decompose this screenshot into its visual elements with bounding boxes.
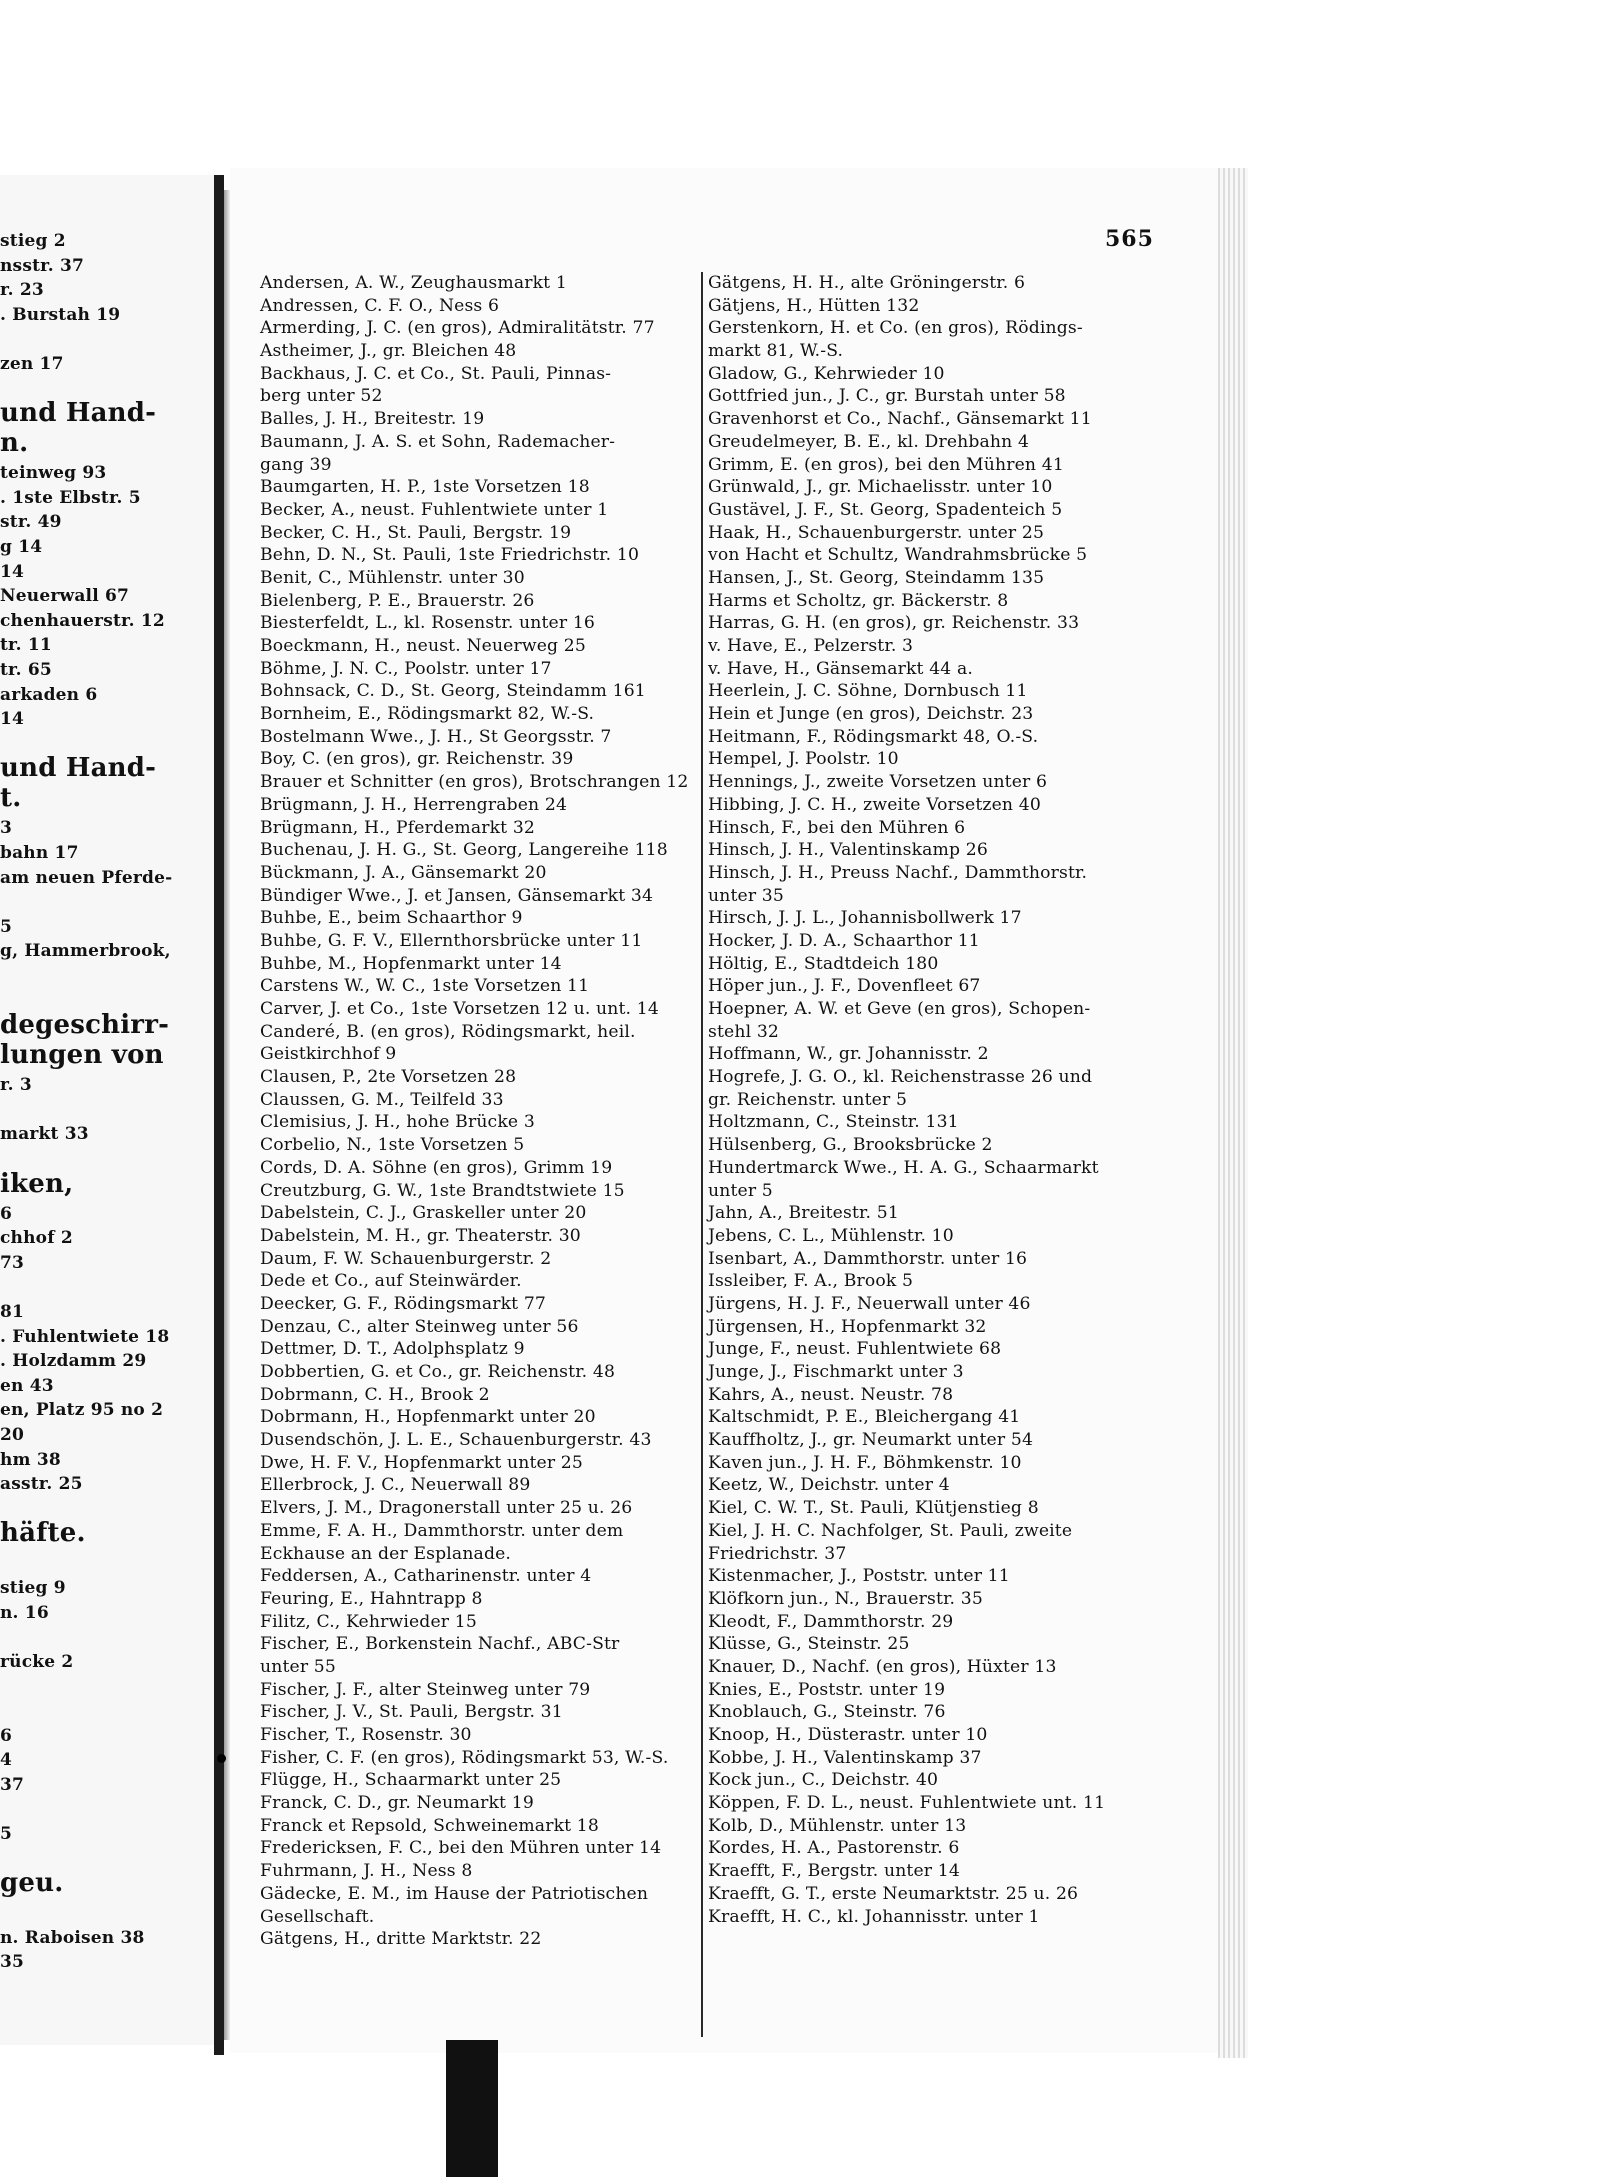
left-page-heading: t. (0, 783, 22, 814)
directory-entry: Brügmann, J. H., Herrengraben 24 (260, 794, 568, 815)
left-page-line: teinweg 93 (0, 463, 107, 484)
left-page-line: str. 49 (0, 512, 62, 533)
directory-entry: Kahrs, A., neust. Neustr. 78 (708, 1384, 954, 1405)
directory-entry: Boeckmann, H., neust. Neuerweg 25 (260, 636, 586, 656)
left-page-line: hm 38 (0, 1449, 61, 1470)
directory-entry: Andersen, A. W., Zeughausmarkt 1 (260, 273, 567, 293)
left-page-heading: lungen von (0, 1040, 164, 1071)
directory-entry: Dobrmann, H., Hopfenmarkt unter 20 (260, 1407, 596, 1428)
left-page-line: . Burstah 19 (0, 304, 121, 325)
left-page-line: 35 (0, 1952, 25, 1973)
directory-entry: Knoblauch, G., Steinstr. 76 (708, 1702, 946, 1723)
left-page-line: g, Hammerbrook, (0, 941, 171, 962)
left-page-line: tr. 65 (0, 660, 52, 680)
left-page-line: . Holzdamm 29 (0, 1351, 147, 1372)
directory-entry: Dettmer, D. T., Adolphsplatz 9 (260, 1339, 525, 1360)
left-page-line: Neuerwall 67 (0, 586, 130, 607)
directory-entry: Kaven jun., J. H. F., Böhmkenstr. 10 (708, 1452, 1022, 1473)
directory-entry: Benit, C., Mühlenstr. unter 30 (260, 567, 525, 588)
left-page-line: rücke 2 (0, 1651, 74, 1672)
directory-entry: Hocker, J. D. A., Schaarthor 11 (708, 930, 980, 951)
left-page-line: bahn 17 (0, 843, 79, 863)
directory-column-right (708, 272, 1150, 1928)
directory-entry: Knauer, D., Nachf. (en gros), Hüxter 13 (708, 1656, 1057, 1677)
directory-entry: Köppen, F. D. L., neust. Fuhlentwiete unt. 11 (708, 1793, 1106, 1814)
left-page-line: chenhauerstr. 12 (0, 610, 165, 631)
directory-entry: Becker, A., neust. Fuhlentwiete unter 1 (260, 499, 609, 520)
left-page-line: 20 (0, 1425, 25, 1445)
directory-entry: Höltig, E., Stadtdeich 180 (708, 953, 939, 974)
left-page-heading: degeschirr- (0, 1010, 170, 1041)
directory-entry: Fisher, C. F. (en gros), Rödingsmarkt 53, W.-S. (260, 1747, 669, 1768)
directory-entry: Emme, F. A. H., Dammthorstr. unter dem (260, 1520, 624, 1541)
left-page-line: 6 (0, 1725, 13, 1746)
directory-entry: Hibbing, J. C. H., zweite Vorsetzen 40 (708, 794, 1041, 815)
directory-entry: Höper jun., J. F., Dovenfleet 67 (708, 976, 981, 997)
directory-entry: Jürgens, H. J. F., Neuerwall unter 46 (708, 1293, 1031, 1314)
left-page-heading: und Hand- (0, 398, 157, 429)
directory-entry: Hoffmann, W., gr. Johannisstr. 2 (708, 1044, 989, 1065)
directory-entry: Daum, F. W. Schauenburgerstr. 2 (260, 1248, 552, 1269)
directory-entry: Fredericksen, F. C., bei den Mühren unter 14 (260, 1838, 662, 1859)
directory-entry: Jürgensen, H., Hopfenmarkt 32 (708, 1316, 987, 1337)
directory-entry: Grünwald, J., gr. Michaelisstr. unter 10 (708, 477, 1053, 498)
directory-entry: Fischer, E., Borkenstein Nachf., ABC-Str (260, 1634, 620, 1655)
directory-entry: Astheimer, J., gr. Bleichen 48 (260, 341, 517, 362)
directory-entry: Corbelio, N., 1ste Vorsetzen 5 (260, 1135, 525, 1156)
directory-entry: Jebens, C. L., Mühlenstr. 10 (708, 1225, 954, 1246)
directory-entry: Gesellschaft. (260, 1906, 375, 1927)
directory-entry: Andressen, C. F. O., Ness 6 (260, 295, 500, 316)
directory-entry: Kordes, H. A., Pastorenstr. 6 (708, 1838, 960, 1859)
directory-entry: Baumgarten, H. P., 1ste Vorsetzen 18 (260, 477, 590, 498)
directory-entry: v. Have, H., Gänsemarkt 44 a. (708, 658, 973, 679)
directory-entry: Dwe, H. F. V., Hopfenmarkt unter 25 (260, 1452, 583, 1473)
left-page-line: chhof 2 (0, 1228, 73, 1249)
directory-entry: Hinsch, F., bei den Mühren 6 (708, 817, 966, 838)
left-page-line: nsstr. 37 (0, 255, 85, 276)
left-page-fragment (0, 175, 222, 2045)
directory-entry: Buhbe, G. F. V., Ellernthorsbrücke unter 11 (260, 930, 643, 951)
directory-entry: Hennings, J., zweite Vorsetzen unter 6 (708, 772, 1048, 793)
directory-entry: Gladow, G., Kehrwieder 10 (708, 363, 945, 384)
directory-entry: Harras, G. H. (en gros), gr. Reichenstr. 33 (708, 613, 1080, 634)
left-page-line: g 14 (0, 537, 43, 557)
directory-entry: Backhaus, J. C. et Co., St. Pauli, Pinnas- (260, 363, 612, 384)
left-page-heading: n. (0, 428, 29, 459)
directory-entry: Flügge, H., Schaarmarkt unter 25 (260, 1770, 562, 1791)
directory-entry: Fischer, T., Rosenstr. 30 (260, 1725, 472, 1745)
directory-entry: Fuhrmann, J. H., Ness 8 (260, 1861, 473, 1882)
directory-entry: Armerding, J. C. (en gros), Admiralitätstr. 77 (260, 318, 655, 339)
directory-entry: Kolb, D., Mühlenstr. unter 13 (708, 1815, 967, 1836)
directory-entry: Bückmann, J. A., Gänsemarkt 20 (260, 862, 547, 883)
directory-entry: Behn, D. N., St. Pauli, 1ste Friedrichstr. 10 (260, 545, 640, 566)
directory-entry: Claussen, G. M., Teilfeld 33 (260, 1089, 504, 1110)
directory-entry: Elvers, J. M., Dragonerstall unter 25 u. 26 (260, 1498, 633, 1519)
directory-entry: Hirsch, J. J. L., Johannisbollwerk 17 (708, 908, 1022, 929)
left-page-line: stieg 2 (0, 231, 66, 251)
directory-entry: Dusendschön, J. L. E., Schauenburgerstr. 43 (260, 1430, 652, 1451)
left-page-line: stieg 9 (0, 1578, 66, 1598)
directory-entry: Jahn, A., Breitestr. 51 (708, 1203, 899, 1224)
directory-entry: Hein et Junge (en gros), Deichstr. 23 (708, 704, 1034, 725)
directory-entry: Bündiger Wwe., J. et Jansen, Gänsemarkt 34 (260, 885, 654, 906)
directory-entry: unter 35 (708, 885, 784, 906)
left-page-line: am neuen Pferde- (0, 867, 173, 888)
directory-entry: Knoop, H., Düsterastr. unter 10 (708, 1725, 988, 1745)
directory-entry: Denzau, C., alter Steinweg unter 56 (260, 1316, 579, 1337)
directory-entry: Kistenmacher, J., Poststr. unter 11 (708, 1566, 1010, 1587)
directory-entry: Kraefft, F., Bergstr. unter 14 (708, 1861, 960, 1882)
directory-entry: Gätgens, H. H., alte Gröningerstr. 6 (708, 273, 1026, 293)
directory-entry: Carver, J. et Co., 1ste Vorsetzen 12 u. unt. 14 (260, 999, 659, 1019)
directory-entry: Heerlein, J. C. Söhne, Dornbusch 11 (708, 681, 1028, 702)
directory-entry: Feddersen, A., Catharinenstr. unter 4 (260, 1566, 592, 1587)
directory-entry: Kleodt, F., Dammthorstr. 29 (708, 1611, 954, 1632)
page-edge (1218, 168, 1248, 2058)
directory-entry: Franck, C. D., gr. Neumarkt 19 (260, 1793, 534, 1814)
left-page-line: 81 (0, 1302, 25, 1322)
left-page-line: r. 23 (0, 280, 44, 301)
left-page-line: 14 (0, 709, 25, 730)
directory-entry: Geistkirchhof 9 (260, 1044, 397, 1065)
left-page-line: 73 (0, 1252, 25, 1273)
directory-entry: Kraefft, H. C., kl. Johannisstr. unter 1 (708, 1906, 1040, 1927)
left-page-line: . Fuhlentwiete 18 (0, 1326, 170, 1347)
directory-entry: Grimm, E. (en gros), bei den Mühren 41 (708, 454, 1064, 475)
directory-entry: Hansen, J., St. Georg, Steindamm 135 (708, 567, 1045, 588)
directory-entry: Carstens W., W. C., 1ste Vorsetzen 11 (260, 976, 590, 997)
directory-entry: Böhme, J. N. C., Poolstr. unter 17 (260, 658, 552, 679)
directory-entry: Fischer, J. F., alter Steinweg unter 79 (260, 1679, 591, 1700)
directory-entry: gr. Reichenstr. unter 5 (708, 1089, 908, 1110)
column-divider (701, 272, 703, 2037)
directory-entry: Becker, C. H., St. Pauli, Bergstr. 19 (260, 522, 572, 543)
directory-entry: Biesterfeldt, L., kl. Rosenstr. unter 16 (260, 613, 596, 634)
directory-entry: Keetz, W., Deichstr. unter 4 (708, 1475, 950, 1496)
directory-entry: Canderé, B. (en gros), Rödingsmarkt, heil. (260, 1021, 636, 1042)
left-page-line: en 43 (0, 1375, 54, 1396)
directory-entry: Gottfried jun., J. C., gr. Burstah unter 58 (708, 386, 1066, 407)
directory-entry: Filitz, C., Kehrwieder 15 (260, 1611, 477, 1632)
directory-entry: von Hacht et Schultz, Wandrahmsbrücke 5 (708, 545, 1088, 566)
directory-entry: Gustävel, J. F., St. Georg, Spadenteich 5 (708, 499, 1063, 520)
page-number: 565 (1105, 226, 1154, 252)
directory-entry: Kaltschmidt, P. E., Bleichergang 41 (708, 1407, 1021, 1428)
left-page-line: 5 (0, 1824, 13, 1844)
directory-entry: Greudelmeyer, B. E., kl. Drehbahn 4 (708, 431, 1030, 452)
directory-entry: v. Have, E., Pelzerstr. 3 (708, 636, 914, 656)
directory-entry: Isenbart, A., Dammthorstr. unter 16 (708, 1248, 1028, 1269)
directory-entry: Hinsch, J. H., Preuss Nachf., Dammthorstr. (708, 862, 1088, 883)
left-page-line: 5 (0, 916, 13, 937)
left-page-heading: geu. (0, 1868, 64, 1899)
directory-entry: gang 39 (260, 454, 332, 475)
directory-entry: Buhbe, M., Hopfenmarkt unter 14 (260, 953, 562, 974)
ink-dot (217, 1754, 226, 1763)
directory-entry: Dede et Co., auf Steinwärder. (260, 1271, 522, 1292)
directory-entry: Hempel, J. Poolstr. 10 (708, 749, 899, 770)
directory-entry: Hülsenberg, G., Brooksbrücke 2 (708, 1135, 993, 1156)
directory-entry: Bohnsack, C. D., St. Georg, Steindamm 161 (260, 681, 646, 702)
directory-entry: Holtzmann, C., Steinstr. 131 (708, 1112, 959, 1133)
directory-entry: Kiel, C. W. T., St. Pauli, Klütjenstieg 8 (708, 1498, 1039, 1519)
binding-strip (446, 2040, 498, 2177)
left-page-line: 37 (0, 1774, 25, 1795)
directory-entry: Kraefft, G. T., erste Neumarktstr. 25 u. 26 (708, 1883, 1079, 1904)
directory-entry: Franck et Repsold, Schweinemarkt 18 (260, 1815, 599, 1836)
left-page-line: 4 (0, 1750, 13, 1771)
left-page-line: markt 33 (0, 1124, 89, 1145)
directory-entry: Gädecke, E. M., im Hause der Patriotischen (260, 1883, 649, 1904)
directory-entry: Friedrichstr. 37 (708, 1543, 847, 1564)
left-page-line: r. 3 (0, 1075, 32, 1096)
directory-entry: Junge, J., Fischmarkt unter 3 (708, 1362, 964, 1382)
directory-entry: Clausen, P., 2te Vorsetzen 28 (260, 1067, 517, 1088)
directory-entry: Deecker, G. F., Rödingsmarkt 77 (260, 1293, 547, 1314)
left-page-heading: und Hand- (0, 753, 157, 784)
directory-entry: Dabelstein, C. J., Graskeller unter 20 (260, 1203, 587, 1224)
directory-entry: Hoepner, A. W. et Geve (en gros), Schopen- (708, 999, 1091, 1019)
directory-entry: unter 55 (260, 1656, 336, 1677)
directory-entry: Issleiber, F. A., Brook 5 (708, 1271, 914, 1292)
left-page-line: 3 (0, 818, 13, 839)
left-page-line: tr. 11 (0, 635, 52, 656)
directory-entry: Cords, D. A. Söhne (en gros), Grimm 19 (260, 1157, 613, 1178)
directory-entry: Dabelstein, M. H., gr. Theaterstr. 30 (260, 1225, 581, 1246)
left-page-line: en, Platz 95 no 2 (0, 1400, 164, 1421)
directory-entry: Creutzburg, G. W., 1ste Brandtstwiete 15 (260, 1180, 625, 1201)
directory-entry: Hogrefe, J. G. O., kl. Reichenstrasse 26 und (708, 1067, 1093, 1088)
directory-entry: Knies, E., Poststr. unter 19 (708, 1679, 946, 1700)
directory-entry: Feuring, E., Hahntrapp 8 (260, 1588, 483, 1609)
directory-entry: Heitmann, F., Rödingsmarkt 48, O.-S. (708, 726, 1039, 747)
directory-entry: Brauer et Schnitter (en gros), Brotschrangen 12 (260, 772, 689, 793)
book-gutter (214, 175, 224, 2055)
directory-entry: unter 5 (708, 1180, 773, 1201)
directory-entry: Bostelmann Wwe., J. H., St Georgsstr. 7 (260, 726, 612, 747)
directory-entry: Junge, F., neust. Fuhlentwiete 68 (708, 1339, 1002, 1360)
left-page-line: zen 17 (0, 354, 64, 374)
left-page-line: 14 (0, 561, 25, 582)
directory-entry: Klüsse, G., Steinstr. 25 (708, 1634, 910, 1655)
directory-entry: Ellerbrock, J. C., Neuerwall 89 (260, 1475, 531, 1496)
directory-entry: Gätgens, H., dritte Marktstr. 22 (260, 1929, 542, 1950)
directory-entry: Buhbe, E., beim Schaarthor 9 (260, 908, 523, 929)
directory-entry: Dobrmann, C. H., Brook 2 (260, 1384, 490, 1405)
directory-entry: Boy, C. (en gros), gr. Reichenstr. 39 (260, 749, 574, 770)
directory-entry: Kiel, J. H. C. Nachfolger, St. Pauli, zweite (708, 1520, 1073, 1541)
directory-entry: Kobbe, J. H., Valentinskamp 37 (708, 1747, 982, 1768)
directory-entry: Fischer, J. V., St. Pauli, Bergstr. 31 (260, 1702, 563, 1723)
directory-entry: Gravenhorst et Co., Nachf., Gänsemarkt 11 (708, 409, 1092, 430)
left-page-line: arkaden 6 (0, 684, 98, 705)
directory-column-left (260, 272, 698, 1951)
directory-entry: Hundertmarck Wwe., H. A. G., Schaarmarkt (708, 1157, 1099, 1178)
directory-entry: Klöfkorn jun., N., Brauerstr. 35 (708, 1588, 983, 1609)
directory-entry: Gerstenkorn, H. et Co. (en gros), Rödings- (708, 318, 1083, 339)
left-page-heading: iken, (0, 1168, 74, 1199)
directory-entry: Baumann, J. A. S. et Sohn, Rademacher- (260, 431, 616, 452)
left-page-line: n. Raboisen 38 (0, 1927, 145, 1948)
directory-entry: markt 81, W.-S. (708, 341, 844, 362)
directory-entry: Dobbertien, G. et Co., gr. Reichenstr. 48 (260, 1362, 616, 1382)
left-page-line: . 1ste Elbstr. 5 (0, 487, 141, 508)
directory-entry: Buchenau, J. H. G., St. Georg, Langereihe 118 (260, 840, 668, 861)
directory-entry: Kock jun., C., Deichstr. 40 (708, 1770, 939, 1791)
directory-entry: stehl 32 (708, 1021, 779, 1042)
directory-entry: Clemisius, J. H., hohe Brücke 3 (260, 1112, 535, 1133)
directory-entry: Harms et Scholtz, gr. Bäckerstr. 8 (708, 590, 1009, 611)
directory-entry: Kauffholtz, J., gr. Neumarkt unter 54 (708, 1430, 1034, 1451)
directory-entry: Brügmann, H., Pferdemarkt 32 (260, 817, 536, 838)
directory-entry: Eckhause an der Esplanade. (260, 1543, 512, 1564)
directory-entry: Gätjens, H., Hütten 132 (708, 295, 920, 316)
directory-entry: berg unter 52 (260, 386, 383, 407)
left-page-line: n. 16 (0, 1602, 49, 1623)
left-page-heading: häfte. (0, 1518, 86, 1549)
directory-entry: Balles, J. H., Breitestr. 19 (260, 409, 485, 430)
left-page-line: asstr. 25 (0, 1474, 83, 1495)
directory-entry: Haak, H., Schauenburgerstr. unter 25 (708, 522, 1045, 543)
directory-entry: Hinsch, J. H., Valentinskamp 26 (708, 840, 988, 861)
left-page-line: 6 (0, 1203, 13, 1224)
directory-entry: Bielenberg, P. E., Brauerstr. 26 (260, 590, 535, 611)
directory-entry: Bornheim, E., Rödingsmarkt 82, W.-S. (260, 704, 595, 725)
